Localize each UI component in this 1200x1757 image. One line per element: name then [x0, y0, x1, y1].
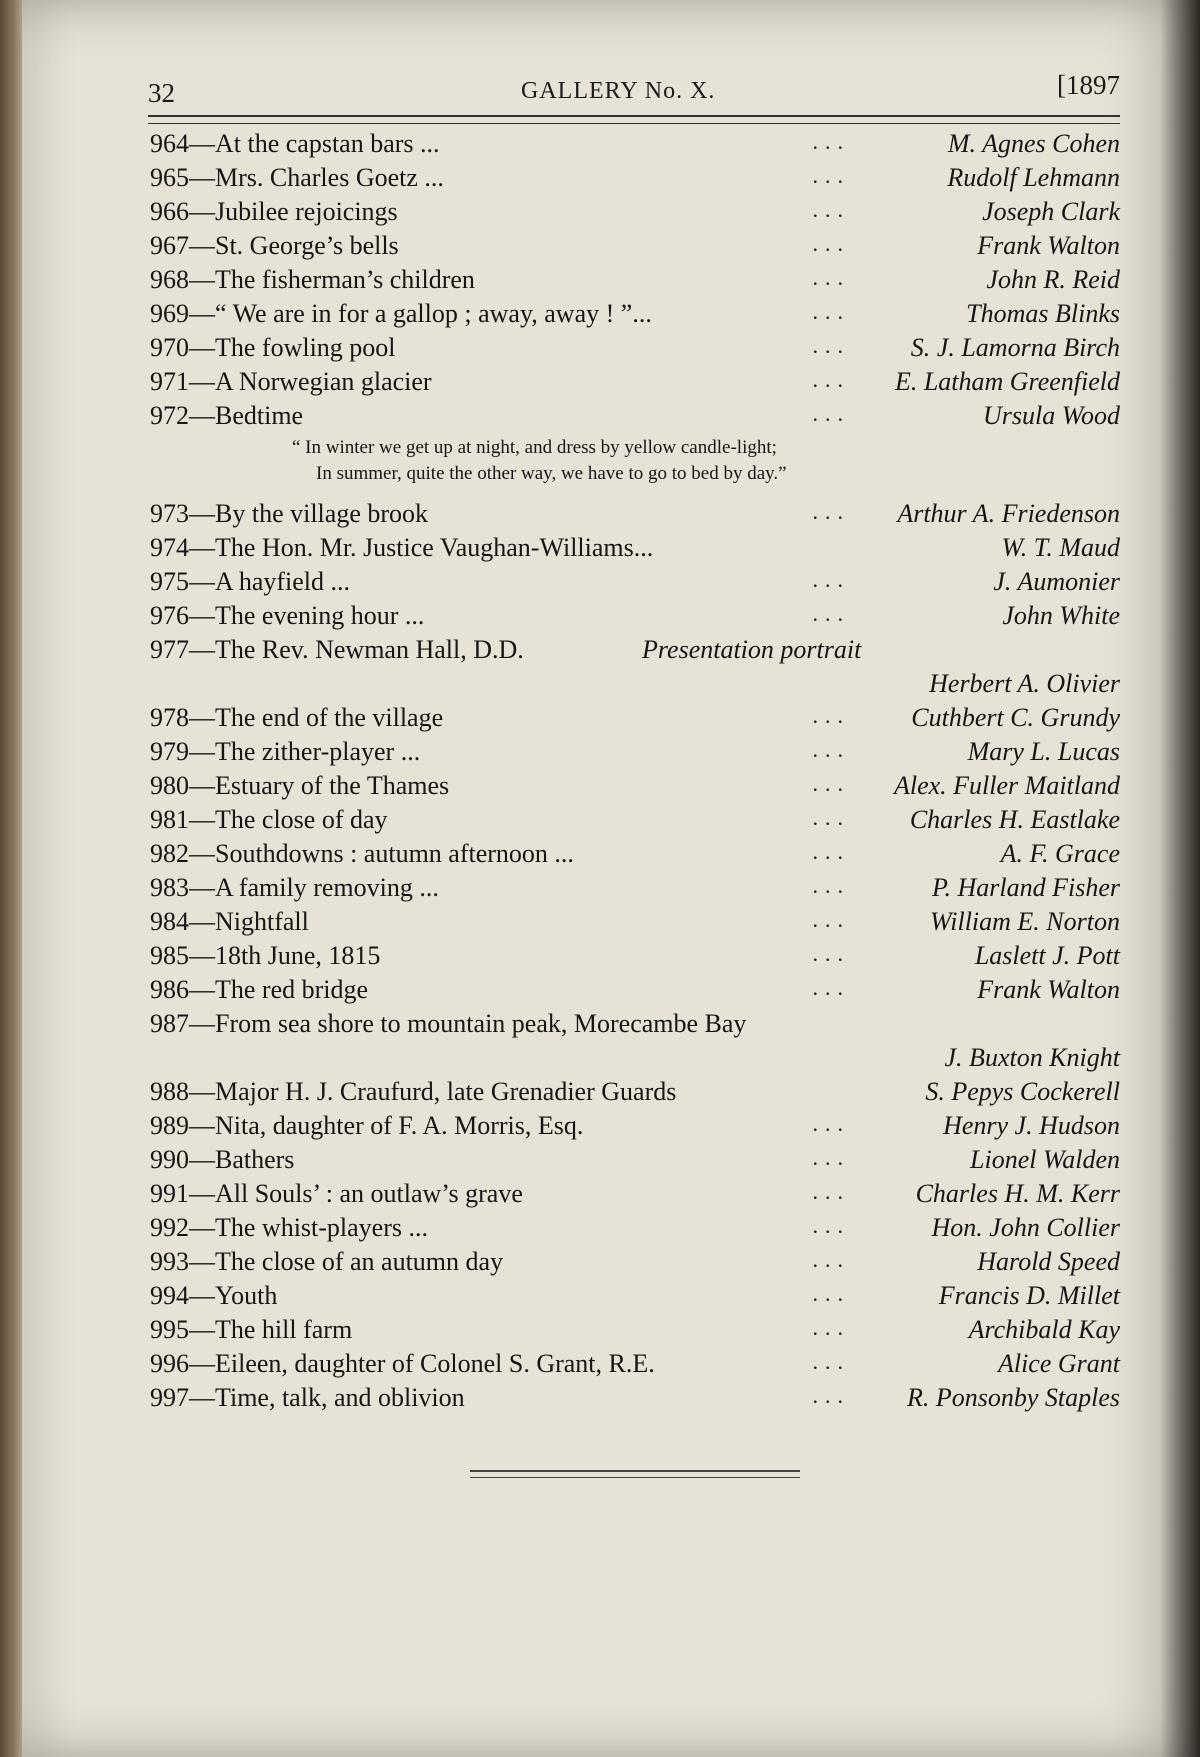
list-item — [150, 941, 1120, 975]
leader-dots: ... — [812, 839, 850, 864]
entry-title: 994—Youth — [150, 1281, 278, 1310]
list-item — [150, 197, 1120, 231]
list-item — [150, 737, 1120, 771]
page-edge-shadow — [1160, 0, 1200, 1757]
entry-artist: William E. Norton — [930, 907, 1120, 936]
entry-title: 986—The red bridge — [150, 975, 369, 1004]
entry-artist: W. T. Maud — [1001, 533, 1120, 562]
list-item — [150, 635, 1120, 703]
entry-artist: R. Ponsonby Staples — [906, 1383, 1120, 1412]
leader-dots: ... — [812, 907, 850, 932]
leader-dots: ... — [812, 265, 850, 290]
entry-artist: Ursula Wood — [982, 401, 1120, 430]
entry-title: 971—A Norwegian glacier — [150, 367, 432, 396]
entry-title: 988—Major H. J. Craufurd, late Grenadier Guards — [150, 1077, 677, 1106]
entry-title: 982—Southdowns : autumn afternoon ... — [150, 839, 574, 868]
entry-title: 964—At the capstan bars ... — [150, 129, 440, 158]
leader-dots: ... — [812, 1111, 850, 1136]
entry-title: 985—18th June, 1815 — [150, 941, 381, 970]
list-item — [150, 231, 1120, 265]
entry-title: 989—Nita, daughter of F. A. Morris, Esq. — [150, 1111, 584, 1140]
list-item — [150, 1009, 1120, 1077]
list-item — [150, 703, 1120, 737]
leader-dots: ... — [812, 1281, 850, 1306]
entry-title: 972—Bedtime — [150, 401, 304, 430]
entry-artist: A. F. Grace — [1000, 839, 1120, 868]
leader-dots: ... — [812, 499, 850, 524]
leader-dots: ... — [812, 197, 850, 222]
list-item — [150, 839, 1120, 873]
list-item — [150, 129, 1120, 163]
leader-dots: ... — [812, 975, 850, 1000]
entry-note: Presentation portrait — [642, 635, 862, 664]
entry-list — [150, 129, 1120, 1417]
list-item — [150, 163, 1120, 197]
entry-title: 992—The whist-players ... — [150, 1213, 429, 1242]
entry-title: 970—The fowling pool — [150, 333, 396, 362]
leader-dots: ... — [812, 231, 850, 256]
entry-title: 976—The evening hour ... — [150, 601, 425, 630]
list-item — [150, 265, 1120, 299]
entry-title: 966—Jubilee rejoicings — [150, 197, 398, 226]
entry-title: 997—Time, talk, and oblivion — [150, 1383, 465, 1412]
header-rule — [148, 115, 1120, 124]
entry-artist: E. Latham Greenfield — [894, 367, 1120, 396]
entry-title: 979—The zither-player ... — [150, 737, 421, 766]
list-item — [150, 333, 1120, 367]
list-item — [150, 1213, 1120, 1247]
gallery-title: GALLERY No. X. — [521, 78, 716, 104]
entry-artist: Laslett J. Pott — [974, 941, 1120, 970]
page-number: 32 — [148, 78, 175, 108]
list-item — [150, 499, 1120, 533]
list-item — [150, 1179, 1120, 1213]
leader-dots: ... — [812, 567, 850, 592]
entry-artist: Harold Speed — [977, 1247, 1120, 1276]
entry-title: 984—Nightfall — [150, 907, 309, 936]
entry-artist: Charles H. M. Kerr — [915, 1179, 1120, 1208]
list-item — [150, 1247, 1120, 1281]
entry-artist: J. Buxton Knight — [944, 1043, 1120, 1072]
leader-dots: ... — [812, 333, 850, 358]
entry-artist: Herbert A. Olivier — [929, 669, 1120, 698]
entry-title: 977—The Rev. Newman Hall, D.D. — [150, 635, 524, 664]
entry-artist: Alice Grant — [997, 1349, 1120, 1378]
entry-artist: Arthur A. Friedenson — [897, 499, 1120, 528]
list-item — [150, 1349, 1120, 1383]
leader-dots: ... — [812, 737, 850, 762]
quote — [150, 435, 1120, 499]
list-item — [150, 533, 1120, 567]
entry-artist: Rudolf Lehmann — [947, 163, 1120, 192]
leader-dots: ... — [812, 601, 850, 626]
entry-title: 993—The close of an autumn day — [150, 1247, 504, 1276]
entry-artist: John R. Reid — [986, 265, 1120, 294]
list-item — [150, 771, 1120, 805]
leader-dots: ... — [812, 129, 850, 154]
quote-line: In summer, quite the other way, we have to go to bed by day.” — [316, 463, 787, 484]
entry-title: 969—“ We are in for a gallop ; away, away ! ”... — [150, 299, 652, 328]
list-item — [150, 299, 1120, 333]
entry-artist: Charles H. Eastlake — [909, 805, 1120, 834]
leader-dots: ... — [812, 1315, 850, 1340]
entry-artist: Lionel Walden — [970, 1145, 1120, 1174]
list-item — [150, 601, 1120, 635]
entry-title: 995—The hill farm — [150, 1315, 353, 1344]
entry-artist: Thomas Blinks — [966, 299, 1120, 328]
entry-artist: John White — [1002, 601, 1120, 630]
leader-dots: ... — [812, 1145, 850, 1170]
footer-rule — [470, 1470, 800, 1478]
entry-title: 980—Estuary of the Thames — [150, 771, 450, 800]
entry-title: 965—Mrs. Charles Goetz ... — [150, 163, 444, 192]
list-item — [150, 1077, 1120, 1111]
entry-title: 991—All Souls’ : an outlaw’s grave — [150, 1179, 523, 1208]
list-item — [150, 1145, 1120, 1179]
entry-title: 973—By the village brook — [150, 499, 429, 528]
leader-dots: ... — [812, 941, 850, 966]
entry-title: 968—The fisherman’s children — [150, 265, 475, 294]
entry-artist: Joseph Clark — [982, 197, 1120, 226]
entry-title: 981—The close of day — [150, 805, 388, 834]
list-item — [150, 1281, 1120, 1315]
leader-dots: ... — [812, 771, 850, 796]
leader-dots: ... — [812, 163, 850, 188]
entry-title: 967—St. George’s bells — [150, 231, 399, 260]
leader-dots: ... — [812, 1179, 850, 1204]
leader-dots: ... — [812, 805, 850, 830]
entry-artist: J. Aumonier — [993, 567, 1120, 596]
list-item — [150, 367, 1120, 401]
leader-dots: ... — [812, 299, 850, 324]
entry-artist: M. Agnes Cohen — [947, 129, 1120, 158]
entry-artist: Henry J. Hudson — [943, 1111, 1120, 1140]
leader-dots: ... — [812, 873, 850, 898]
list-item — [150, 907, 1120, 941]
entry-artist: P. Harland Fisher — [931, 873, 1120, 902]
leader-dots: ... — [812, 401, 850, 426]
entry-artist: Cuthbert C. Grundy — [911, 703, 1120, 732]
entry-artist: Frank Walton — [977, 975, 1120, 1004]
entry-title: 990—Bathers — [150, 1145, 295, 1174]
leader-dots: ... — [812, 1213, 850, 1238]
leader-dots: ... — [812, 703, 850, 728]
entry-title: 996—Eileen, daughter of Colonel S. Grant, R.E. — [150, 1349, 655, 1378]
leader-dots: ... — [812, 1349, 850, 1374]
list-item — [150, 567, 1120, 601]
list-item — [150, 805, 1120, 839]
entry-artist: S. J. Lamorna Birch — [910, 333, 1120, 362]
entry-artist: Archibald Kay — [968, 1315, 1120, 1344]
entry-title: 975—A hayfield ... — [150, 567, 351, 596]
running-header — [148, 70, 1120, 118]
entry-artist: Francis D. Millet — [938, 1281, 1120, 1310]
quote-line: “ In winter we get up at night, and dress by yellow candle-light; — [292, 437, 777, 458]
entry-artist: Frank Walton — [977, 231, 1120, 260]
entry-artist: Alex. Fuller Maitland — [893, 771, 1120, 800]
entry-artist: Hon. John Collier — [931, 1213, 1120, 1242]
list-item — [150, 401, 1120, 435]
list-item — [150, 1111, 1120, 1145]
list-item — [150, 873, 1120, 907]
entry-artist: S. Pepys Cockerell — [925, 1077, 1120, 1106]
book-binding — [0, 0, 24, 1757]
leader-dots: ... — [812, 367, 850, 392]
entry-artist: Mary L. Lucas — [967, 737, 1120, 766]
leader-dots: ... — [812, 1247, 850, 1272]
entry-title: 978—The end of the village — [150, 703, 444, 732]
list-item — [150, 1315, 1120, 1349]
year: [1897 — [1057, 70, 1120, 100]
list-item — [150, 975, 1120, 1009]
list-item — [150, 1383, 1120, 1417]
leader-dots: ... — [812, 1383, 850, 1408]
entry-title: 987—From sea shore to mountain peak, Morecambe Bay — [150, 1009, 747, 1038]
entry-title: 983—A family removing ... — [150, 873, 439, 902]
entry-title: 974—The Hon. Mr. Justice Vaughan-Williams... — [150, 533, 654, 562]
